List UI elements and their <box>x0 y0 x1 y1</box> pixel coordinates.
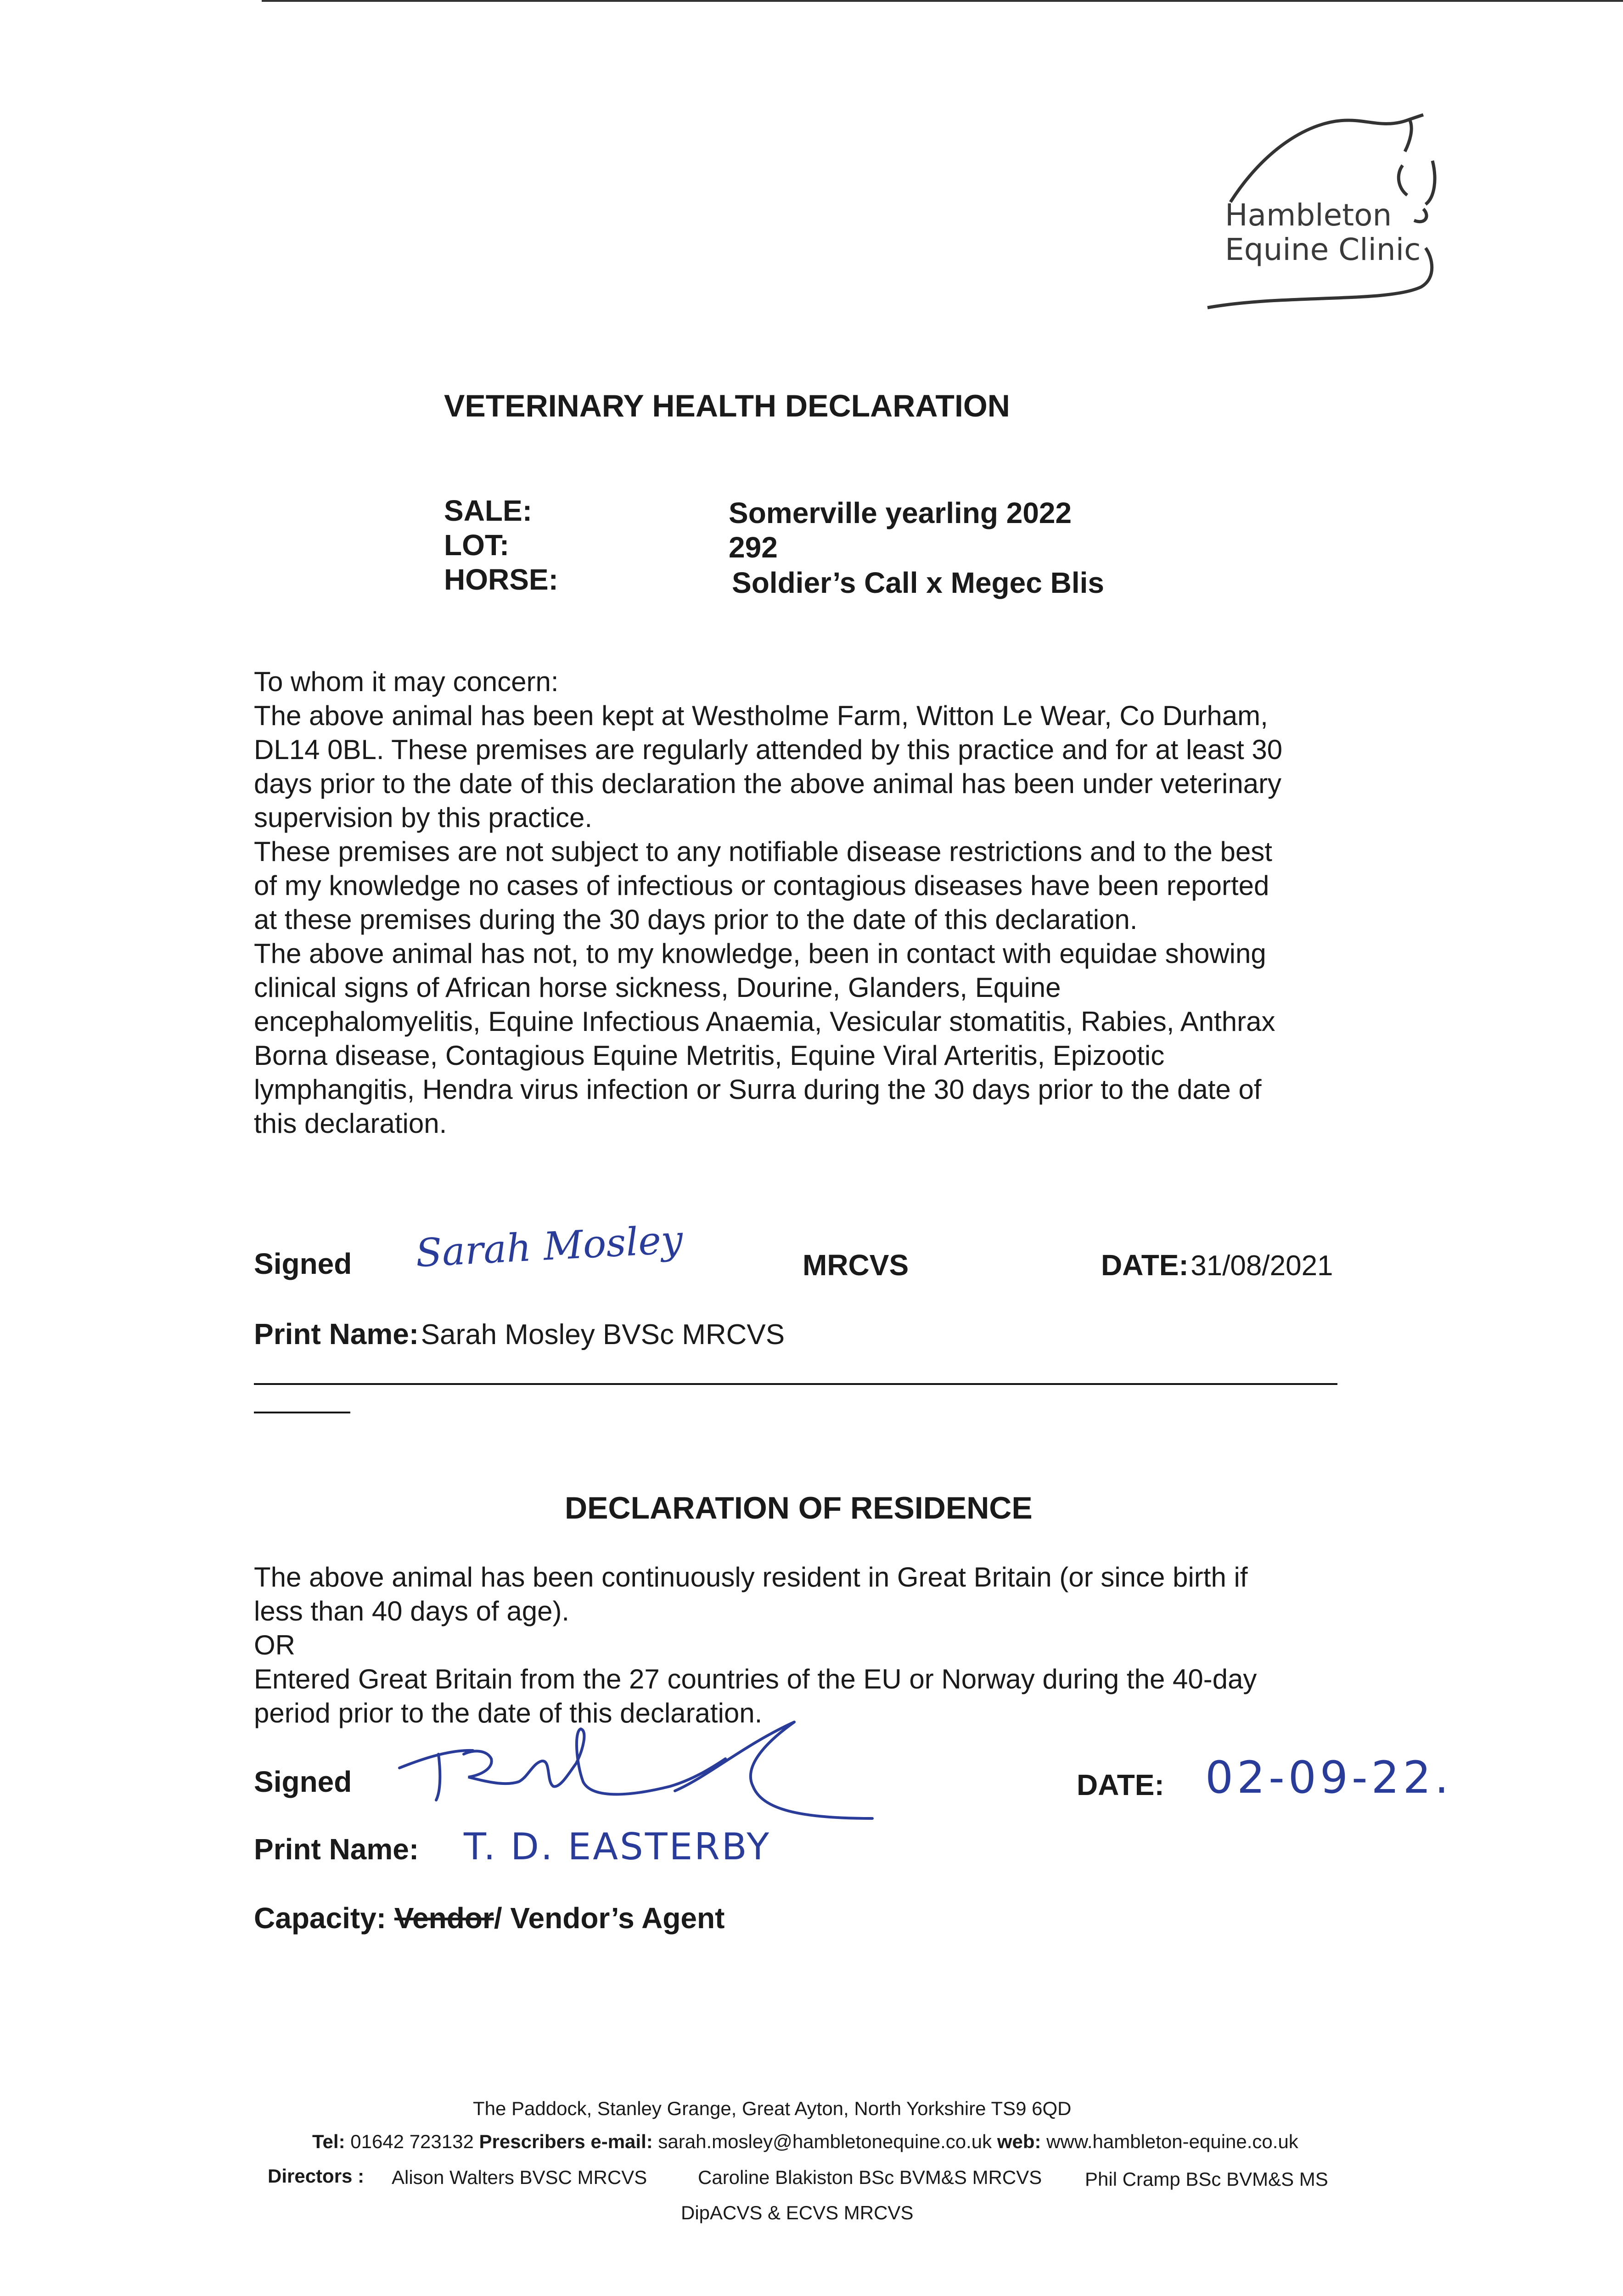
sale-label: SALE: <box>444 494 532 527</box>
residence-capacity <box>254 1901 724 1935</box>
capacity-struck-vendor: Vendor <box>394 1902 494 1935</box>
body-line: To whom it may concern: <box>254 666 559 697</box>
body-line: The above animal has not, to my knowledge, been in contact with equidae showing <box>254 938 1266 969</box>
logo-text-equine-clinic: Equine Clinic <box>1225 232 1421 267</box>
body-line: days prior to the date of this declaration the above animal has been under veterinary <box>254 768 1282 799</box>
agent-signature-scribble <box>395 1717 882 1828</box>
vet-print-name-value: Sarah Mosley BVSc MRCVS <box>421 1319 785 1351</box>
capacity-value: / Vendor’s Agent <box>494 1902 725 1935</box>
vet-signature: Sarah Mosley <box>414 1216 684 1276</box>
footer-directors-label <box>268 2165 364 2187</box>
mrcvs-label: MRCVS <box>803 1249 909 1282</box>
body-line: lymphangitis, Hendra virus infection or Surra during the 30 days prior to the date of <box>254 1074 1262 1105</box>
logo-text-hambleton: Hambleton <box>1225 197 1392 233</box>
vet-declaration-body <box>254 665 1282 1141</box>
vet-signed-label: Signed <box>254 1247 352 1280</box>
footer-contact <box>312 2131 1298 2153</box>
horse-value: Soldier’s Call x Megec Blis <box>732 566 1104 599</box>
body-line: this declaration. <box>254 1108 447 1139</box>
tel-label: Tel: <box>312 2131 345 2152</box>
body-line: Entered Great Britain from the 27 countries of the EU or Norway during the 40-day <box>254 1664 1257 1694</box>
vet-date-label: DATE: <box>1101 1249 1189 1282</box>
capacity-label: Capacity: <box>254 1902 387 1935</box>
email-value: sarah.mosley@hambletonequine.co.uk <box>658 2131 992 2152</box>
residence-title: DECLARATION OF RESIDENCE <box>565 1491 1033 1525</box>
divider-line-short <box>254 1412 350 1413</box>
director-2: Caroline Blakiston BSc BVM&S MRCVS <box>698 2167 1042 2188</box>
body-line: of my knowledge no cases of infectious or contagious diseases have been reported <box>254 870 1269 901</box>
residence-date-value: 02-09-22. <box>1205 1752 1453 1803</box>
residence-date-label: DATE: <box>1077 1768 1164 1801</box>
body-line: Borna disease, Contagious Equine Metritis, Equine Viral Arteritis, Epizootic <box>254 1040 1165 1071</box>
body-line: period prior to the date of this declaration. <box>254 1698 763 1728</box>
lot-label: LOT: <box>444 529 510 562</box>
body-line: less than 40 days of age). <box>254 1596 570 1626</box>
divider-line <box>254 1383 1337 1385</box>
vet-declaration-title: VETERINARY HEALTH DECLARATION <box>444 388 1010 423</box>
web-value: www.hambleton-equine.co.uk <box>1046 2131 1298 2152</box>
lot-value: 292 <box>729 531 778 564</box>
director-3: Phil Cramp BSc BVM&S MS <box>1085 2168 1328 2190</box>
web-label: web: <box>997 2131 1041 2152</box>
body-line: supervision by this practice. <box>254 802 592 833</box>
scan-top-edge <box>262 0 1623 2</box>
residence-date <box>1077 1768 1164 1802</box>
body-line: at these premises during the 30 days prior to the date of this declaration. <box>254 904 1138 935</box>
vet-date-value: 31/08/2021 <box>1191 1250 1333 1282</box>
director-3-qualifications: DipACVS & ECVS MRCVS <box>681 2202 914 2223</box>
residence-signed-label: Signed <box>254 1765 352 1798</box>
horse-label: HORSE: <box>444 563 558 596</box>
body-line: The above animal has been continuously resident in Great Britain (or since birth if <box>254 1562 1248 1593</box>
sale-value: Somerville yearling 2022 <box>729 496 1072 529</box>
body-line: clinical signs of African horse sickness, Dourine, Glanders, Equine <box>254 972 1061 1003</box>
footer-address: The Paddock, Stanley Grange, Great Ayton, North Yorkshire TS9 6QD <box>473 2098 1072 2119</box>
vet-print-name <box>254 1317 785 1351</box>
body-line: encephalomyelitis, Equine Infectious Anaemia, Vesicular stomatitis, Rabies, Anthrax <box>254 1006 1275 1037</box>
residence-print-name-label: Print Name: <box>254 1833 419 1866</box>
directors-label: Directors : <box>268 2165 365 2187</box>
tel-value: 01642 723132 <box>350 2131 474 2152</box>
residence-print-name-value: T. D. EASTERBY <box>464 1825 771 1868</box>
body-line: The above animal has been kept at Westholme Farm, Witton Le Wear, Co Durham, <box>254 700 1268 731</box>
email-label: Prescribers e-mail: <box>479 2131 653 2152</box>
vet-date <box>1101 1248 1333 1282</box>
body-line: These premises are not subject to any notifiable disease restrictions and to the best <box>254 836 1272 867</box>
vet-print-name-label: Print Name: <box>254 1317 419 1351</box>
body-line: DL14 0BL. These premises are regularly attended by this practice and for at least 30 <box>254 734 1283 765</box>
residence-body <box>254 1560 1257 1730</box>
body-line: OR <box>254 1630 295 1660</box>
director-1: Alison Walters BVSC MRCVS <box>392 2167 647 2188</box>
